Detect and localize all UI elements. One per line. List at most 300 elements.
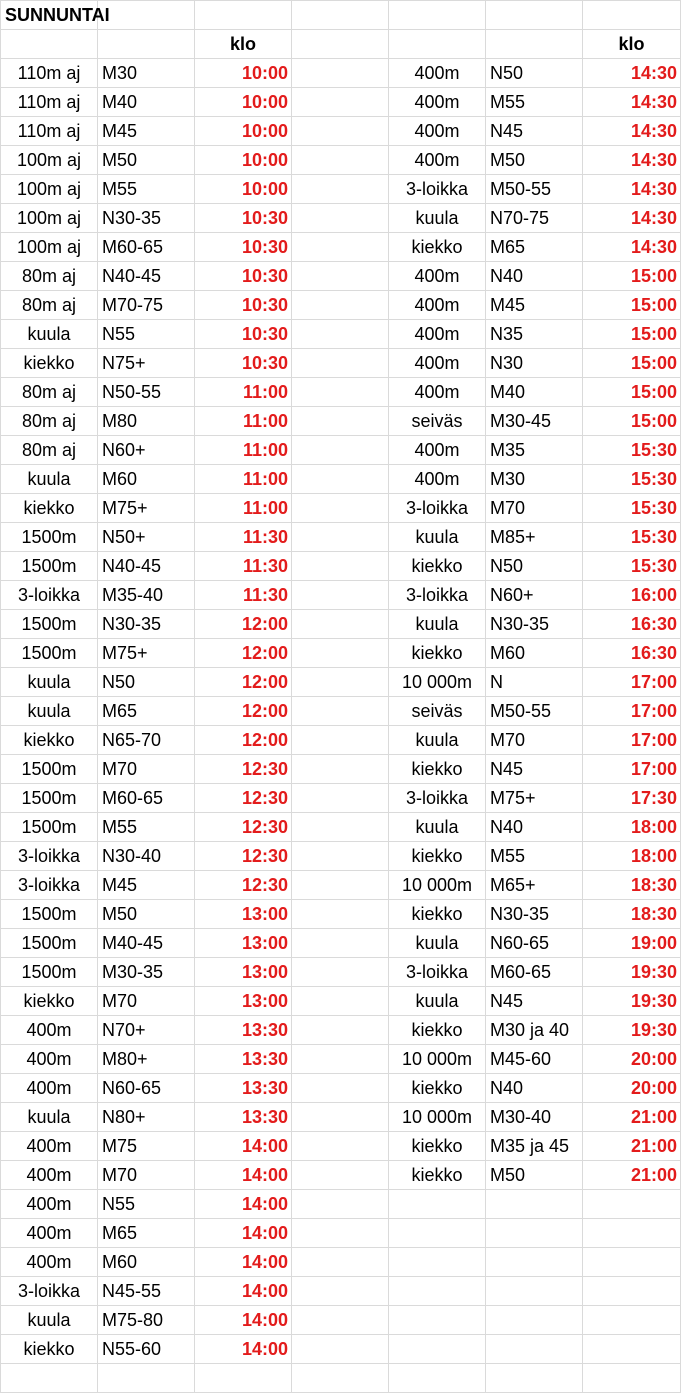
cell[interactable] [292, 842, 389, 871]
left-class-cell[interactable]: M65 [98, 697, 195, 726]
left-class-cell[interactable]: N40-45 [98, 552, 195, 581]
left-time-cell[interactable]: 12:00 [195, 610, 292, 639]
cell[interactable] [292, 59, 389, 88]
left-event-cell[interactable]: 100m aj [1, 204, 98, 233]
right-class-cell[interactable]: M30 [486, 465, 583, 494]
left-event-cell[interactable]: 3-loikka [1, 871, 98, 900]
left-time-cell[interactable]: 13:00 [195, 987, 292, 1016]
right-event-cell[interactable] [389, 1364, 486, 1393]
left-class-cell[interactable]: N45-55 [98, 1277, 195, 1306]
right-event-cell[interactable]: kiekko [389, 1161, 486, 1190]
left-time-cell[interactable]: 14:00 [195, 1335, 292, 1364]
left-time-cell[interactable]: 14:00 [195, 1190, 292, 1219]
cell[interactable] [292, 1248, 389, 1277]
right-class-cell[interactable]: N30-35 [486, 610, 583, 639]
left-class-cell[interactable]: M50 [98, 146, 195, 175]
cell[interactable] [292, 726, 389, 755]
right-event-cell[interactable] [389, 1248, 486, 1277]
left-event-cell[interactable]: 100m aj [1, 175, 98, 204]
left-time-cell[interactable]: 11:00 [195, 378, 292, 407]
right-event-cell[interactable]: 400m [389, 88, 486, 117]
cell[interactable] [292, 755, 389, 784]
cell[interactable] [292, 1219, 389, 1248]
right-time-cell[interactable]: 14:30 [583, 233, 681, 262]
cell[interactable] [292, 407, 389, 436]
cell[interactable] [292, 204, 389, 233]
left-class-cell[interactable]: M75+ [98, 639, 195, 668]
left-class-cell[interactable]: N50-55 [98, 378, 195, 407]
left-class-cell[interactable]: M75 [98, 1132, 195, 1161]
right-time-cell[interactable]: 14:30 [583, 204, 681, 233]
left-class-cell[interactable]: M75-80 [98, 1306, 195, 1335]
cell[interactable] [292, 262, 389, 291]
right-event-cell[interactable] [389, 1219, 486, 1248]
left-event-cell[interactable]: kiekko [1, 349, 98, 378]
left-time-cell[interactable]: 12:30 [195, 755, 292, 784]
left-time-header[interactable]: klo [195, 30, 292, 59]
right-time-cell[interactable]: 19:30 [583, 958, 681, 987]
right-time-cell[interactable]: 14:30 [583, 117, 681, 146]
right-event-cell[interactable]: kuula [389, 523, 486, 552]
right-time-cell[interactable] [583, 1277, 681, 1306]
right-time-cell[interactable]: 17:00 [583, 668, 681, 697]
left-time-cell[interactable]: 10:00 [195, 88, 292, 117]
right-event-cell[interactable] [389, 1190, 486, 1219]
left-event-cell[interactable]: 1500m [1, 929, 98, 958]
left-class-cell[interactable]: M60-65 [98, 784, 195, 813]
left-event-cell[interactable]: 100m aj [1, 233, 98, 262]
left-event-cell[interactable]: kuula [1, 1103, 98, 1132]
right-time-cell[interactable]: 17:30 [583, 784, 681, 813]
left-time-cell[interactable]: 12:00 [195, 639, 292, 668]
right-time-cell[interactable]: 19:30 [583, 987, 681, 1016]
right-class-cell[interactable]: M35 [486, 436, 583, 465]
left-class-cell[interactable]: M30 [98, 59, 195, 88]
sheet-title[interactable]: SUNNUNTAI [1, 1, 98, 30]
right-event-cell[interactable]: 400m [389, 59, 486, 88]
left-class-cell[interactable]: M40 [98, 88, 195, 117]
left-time-cell[interactable]: 13:30 [195, 1074, 292, 1103]
left-class-cell[interactable]: M40-45 [98, 929, 195, 958]
cell[interactable] [292, 320, 389, 349]
left-time-cell[interactable]: 11:30 [195, 523, 292, 552]
right-class-cell[interactable]: M40 [486, 378, 583, 407]
cell[interactable] [292, 1132, 389, 1161]
right-class-cell[interactable] [486, 1364, 583, 1393]
left-event-cell[interactable]: 80m aj [1, 262, 98, 291]
cell[interactable] [292, 697, 389, 726]
cell[interactable] [486, 1, 583, 30]
right-class-cell[interactable]: N [486, 668, 583, 697]
left-time-cell[interactable]: 13:30 [195, 1016, 292, 1045]
right-time-header[interactable]: klo [583, 30, 681, 59]
cell[interactable] [292, 1364, 389, 1393]
cell[interactable] [292, 30, 389, 59]
right-time-cell[interactable]: 15:00 [583, 262, 681, 291]
left-time-cell[interactable]: 10:30 [195, 320, 292, 349]
left-time-cell[interactable]: 12:00 [195, 697, 292, 726]
left-time-cell[interactable]: 10:30 [195, 233, 292, 262]
left-event-cell[interactable]: 110m aj [1, 88, 98, 117]
right-time-cell[interactable] [583, 1306, 681, 1335]
right-class-cell[interactable]: M50 [486, 1161, 583, 1190]
left-event-cell[interactable]: 1500m [1, 610, 98, 639]
right-event-cell[interactable]: kiekko [389, 233, 486, 262]
left-class-cell[interactable]: M70 [98, 755, 195, 784]
left-class-cell[interactable]: N30-35 [98, 204, 195, 233]
right-event-cell[interactable]: 400m [389, 378, 486, 407]
right-time-cell[interactable]: 18:00 [583, 813, 681, 842]
left-class-cell[interactable]: M55 [98, 813, 195, 842]
right-time-cell[interactable]: 15:00 [583, 407, 681, 436]
right-event-cell[interactable]: kiekko [389, 842, 486, 871]
cell[interactable] [1, 30, 98, 59]
right-class-cell[interactable]: N40 [486, 1074, 583, 1103]
cell[interactable] [486, 30, 583, 59]
left-event-cell[interactable]: 110m aj [1, 117, 98, 146]
right-event-cell[interactable] [389, 1306, 486, 1335]
right-event-cell[interactable]: 10 000m [389, 871, 486, 900]
left-class-cell[interactable] [98, 1364, 195, 1393]
cell[interactable] [292, 1335, 389, 1364]
cell[interactable] [292, 581, 389, 610]
right-class-cell[interactable] [486, 1248, 583, 1277]
left-event-cell[interactable]: 400m [1, 1016, 98, 1045]
right-time-cell[interactable]: 19:00 [583, 929, 681, 958]
left-time-cell[interactable]: 14:00 [195, 1248, 292, 1277]
right-event-cell[interactable]: 400m [389, 117, 486, 146]
left-time-cell[interactable]: 14:00 [195, 1306, 292, 1335]
left-class-cell[interactable]: M80+ [98, 1045, 195, 1074]
right-class-cell[interactable]: N45 [486, 987, 583, 1016]
right-time-cell[interactable] [583, 1219, 681, 1248]
right-class-cell[interactable]: N60-65 [486, 929, 583, 958]
cell[interactable] [98, 1, 195, 30]
right-class-cell[interactable]: M45 [486, 291, 583, 320]
right-time-cell[interactable]: 21:00 [583, 1103, 681, 1132]
right-time-cell[interactable]: 20:00 [583, 1074, 681, 1103]
cell[interactable] [292, 1, 389, 30]
right-class-cell[interactable]: M30-40 [486, 1103, 583, 1132]
cell[interactable] [292, 552, 389, 581]
left-class-cell[interactable]: M50 [98, 900, 195, 929]
left-event-cell[interactable]: 1500m [1, 755, 98, 784]
right-class-cell[interactable]: M55 [486, 842, 583, 871]
left-event-cell[interactable]: kuula [1, 1306, 98, 1335]
left-class-cell[interactable]: N50 [98, 668, 195, 697]
left-class-cell[interactable]: N60-65 [98, 1074, 195, 1103]
right-event-cell[interactable]: kuula [389, 726, 486, 755]
left-time-cell[interactable]: 12:00 [195, 726, 292, 755]
left-time-cell[interactable]: 10:30 [195, 349, 292, 378]
cell[interactable] [292, 436, 389, 465]
right-class-cell[interactable]: N35 [486, 320, 583, 349]
right-class-cell[interactable]: M45-60 [486, 1045, 583, 1074]
right-class-cell[interactable]: M55 [486, 88, 583, 117]
cell[interactable] [292, 958, 389, 987]
right-time-cell[interactable]: 14:30 [583, 175, 681, 204]
right-time-cell[interactable] [583, 1364, 681, 1393]
left-event-cell[interactable]: 400m [1, 1045, 98, 1074]
right-time-cell[interactable]: 14:30 [583, 146, 681, 175]
left-time-cell[interactable]: 13:30 [195, 1045, 292, 1074]
left-event-cell[interactable]: kiekko [1, 987, 98, 1016]
cell[interactable] [292, 639, 389, 668]
right-class-cell[interactable]: M70 [486, 726, 583, 755]
left-class-cell[interactable]: M45 [98, 871, 195, 900]
left-time-cell[interactable] [195, 1364, 292, 1393]
left-event-cell[interactable]: 100m aj [1, 146, 98, 175]
left-event-cell[interactable]: 400m [1, 1132, 98, 1161]
right-time-cell[interactable]: 18:00 [583, 842, 681, 871]
left-class-cell[interactable]: N30-40 [98, 842, 195, 871]
right-time-cell[interactable]: 14:30 [583, 88, 681, 117]
right-time-cell[interactable]: 15:00 [583, 378, 681, 407]
left-time-cell[interactable]: 11:00 [195, 436, 292, 465]
left-class-cell[interactable]: M35-40 [98, 581, 195, 610]
right-time-cell[interactable] [583, 1248, 681, 1277]
left-event-cell[interactable]: 400m [1, 1074, 98, 1103]
left-class-cell[interactable]: N55 [98, 320, 195, 349]
right-class-cell[interactable] [486, 1277, 583, 1306]
cell[interactable] [292, 1103, 389, 1132]
cell[interactable] [292, 494, 389, 523]
left-time-cell[interactable]: 10:30 [195, 204, 292, 233]
right-class-cell[interactable]: N30-35 [486, 900, 583, 929]
right-time-cell[interactable]: 15:30 [583, 494, 681, 523]
right-event-cell[interactable]: kiekko [389, 1016, 486, 1045]
left-time-cell[interactable]: 10:00 [195, 175, 292, 204]
right-time-cell[interactable]: 15:00 [583, 291, 681, 320]
right-class-cell[interactable]: N40 [486, 262, 583, 291]
right-time-cell[interactable]: 15:30 [583, 436, 681, 465]
left-class-cell[interactable]: N75+ [98, 349, 195, 378]
left-time-cell[interactable]: 13:30 [195, 1103, 292, 1132]
right-event-cell[interactable]: 3-loikka [389, 958, 486, 987]
left-class-cell[interactable]: M70-75 [98, 291, 195, 320]
left-event-cell[interactable]: 80m aj [1, 378, 98, 407]
right-time-cell[interactable]: 17:00 [583, 726, 681, 755]
left-class-cell[interactable]: N55 [98, 1190, 195, 1219]
right-class-cell[interactable]: M65 [486, 233, 583, 262]
left-time-cell[interactable]: 14:00 [195, 1219, 292, 1248]
right-time-cell[interactable]: 18:30 [583, 871, 681, 900]
left-event-cell[interactable]: 400m [1, 1248, 98, 1277]
left-time-cell[interactable]: 14:00 [195, 1277, 292, 1306]
left-event-cell[interactable]: 400m [1, 1219, 98, 1248]
right-event-cell[interactable]: kuula [389, 987, 486, 1016]
left-class-cell[interactable]: M70 [98, 1161, 195, 1190]
cell[interactable] [292, 349, 389, 378]
left-class-cell[interactable]: M55 [98, 175, 195, 204]
right-event-cell[interactable]: kiekko [389, 552, 486, 581]
left-time-cell[interactable]: 13:00 [195, 900, 292, 929]
right-event-cell[interactable]: 10 000m [389, 1103, 486, 1132]
right-time-cell[interactable]: 15:00 [583, 349, 681, 378]
left-class-cell[interactable]: M80 [98, 407, 195, 436]
left-event-cell[interactable]: 1500m [1, 552, 98, 581]
right-class-cell[interactable]: M85+ [486, 523, 583, 552]
right-class-cell[interactable]: M65+ [486, 871, 583, 900]
right-class-cell[interactable] [486, 1190, 583, 1219]
cell[interactable] [292, 1277, 389, 1306]
left-class-cell[interactable]: N30-35 [98, 610, 195, 639]
right-class-cell[interactable]: N50 [486, 552, 583, 581]
right-class-cell[interactable]: M70 [486, 494, 583, 523]
left-class-cell[interactable]: M60 [98, 1248, 195, 1277]
left-time-cell[interactable]: 10:00 [195, 59, 292, 88]
cell[interactable] [292, 88, 389, 117]
right-event-cell[interactable]: 400m [389, 291, 486, 320]
left-event-cell[interactable]: 80m aj [1, 291, 98, 320]
cell[interactable] [292, 813, 389, 842]
cell[interactable] [583, 1, 681, 30]
left-time-cell[interactable]: 10:00 [195, 146, 292, 175]
left-event-cell[interactable]: 1500m [1, 900, 98, 929]
cell[interactable] [292, 233, 389, 262]
cell[interactable] [292, 1161, 389, 1190]
left-event-cell[interactable]: 3-loikka [1, 1277, 98, 1306]
left-event-cell[interactable]: kiekko [1, 494, 98, 523]
right-class-cell[interactable]: N60+ [486, 581, 583, 610]
left-event-cell[interactable]: 1500m [1, 784, 98, 813]
right-event-cell[interactable]: kuula [389, 204, 486, 233]
right-time-cell[interactable] [583, 1335, 681, 1364]
left-class-cell[interactable]: N65-70 [98, 726, 195, 755]
left-time-cell[interactable]: 12:00 [195, 668, 292, 697]
left-event-cell[interactable]: kuula [1, 465, 98, 494]
left-time-cell[interactable]: 10:00 [195, 117, 292, 146]
left-class-cell[interactable]: M75+ [98, 494, 195, 523]
right-event-cell[interactable]: 3-loikka [389, 784, 486, 813]
left-event-cell[interactable]: 1500m [1, 523, 98, 552]
right-event-cell[interactable]: kuula [389, 929, 486, 958]
cell[interactable] [292, 1190, 389, 1219]
right-event-cell[interactable]: 400m [389, 349, 486, 378]
cell[interactable] [292, 929, 389, 958]
right-event-cell[interactable]: 400m [389, 262, 486, 291]
cell[interactable] [292, 378, 389, 407]
cell[interactable] [292, 175, 389, 204]
right-time-cell[interactable]: 15:30 [583, 523, 681, 552]
cell[interactable] [389, 1, 486, 30]
right-event-cell[interactable]: 400m [389, 146, 486, 175]
cell[interactable] [292, 1074, 389, 1103]
left-time-cell[interactable]: 14:00 [195, 1132, 292, 1161]
left-class-cell[interactable]: N50+ [98, 523, 195, 552]
right-time-cell[interactable]: 19:30 [583, 1016, 681, 1045]
right-class-cell[interactable]: N40 [486, 813, 583, 842]
right-time-cell[interactable]: 20:00 [583, 1045, 681, 1074]
right-class-cell[interactable]: M50 [486, 146, 583, 175]
right-event-cell[interactable]: kiekko [389, 900, 486, 929]
right-class-cell[interactable]: M30-45 [486, 407, 583, 436]
left-event-cell[interactable]: kuula [1, 697, 98, 726]
left-time-cell[interactable]: 11:00 [195, 407, 292, 436]
right-class-cell[interactable] [486, 1219, 583, 1248]
right-event-cell[interactable]: kuula [389, 610, 486, 639]
cell[interactable] [292, 668, 389, 697]
right-class-cell[interactable]: M75+ [486, 784, 583, 813]
right-event-cell[interactable]: 3-loikka [389, 581, 486, 610]
left-time-cell[interactable]: 13:00 [195, 958, 292, 987]
right-time-cell[interactable]: 17:00 [583, 697, 681, 726]
cell[interactable] [195, 1, 292, 30]
right-event-cell[interactable]: 400m [389, 436, 486, 465]
right-time-cell[interactable]: 21:00 [583, 1132, 681, 1161]
cell[interactable] [292, 291, 389, 320]
right-time-cell[interactable]: 15:30 [583, 552, 681, 581]
cell[interactable] [292, 610, 389, 639]
cell[interactable] [292, 987, 389, 1016]
cell[interactable] [292, 146, 389, 175]
right-time-cell[interactable]: 15:00 [583, 320, 681, 349]
right-class-cell[interactable]: N50 [486, 59, 583, 88]
left-time-cell[interactable]: 13:00 [195, 929, 292, 958]
left-class-cell[interactable]: N80+ [98, 1103, 195, 1132]
right-event-cell[interactable]: seiväs [389, 697, 486, 726]
left-event-cell[interactable]: 400m [1, 1190, 98, 1219]
right-time-cell[interactable] [583, 1190, 681, 1219]
cell[interactable] [389, 30, 486, 59]
right-event-cell[interactable]: 10 000m [389, 668, 486, 697]
left-class-cell[interactable]: M70 [98, 987, 195, 1016]
cell[interactable] [292, 900, 389, 929]
right-time-cell[interactable]: 17:00 [583, 755, 681, 784]
left-event-cell[interactable]: 110m aj [1, 59, 98, 88]
left-event-cell[interactable]: kuula [1, 668, 98, 697]
right-time-cell[interactable]: 18:30 [583, 900, 681, 929]
right-event-cell[interactable]: 3-loikka [389, 175, 486, 204]
left-time-cell[interactable]: 12:30 [195, 842, 292, 871]
left-time-cell[interactable]: 10:30 [195, 262, 292, 291]
right-event-cell[interactable]: kiekko [389, 639, 486, 668]
right-event-cell[interactable] [389, 1335, 486, 1364]
cell[interactable] [292, 1306, 389, 1335]
right-time-cell[interactable]: 14:30 [583, 59, 681, 88]
right-time-cell[interactable]: 16:00 [583, 581, 681, 610]
right-event-cell[interactable] [389, 1277, 486, 1306]
right-event-cell[interactable]: seiväs [389, 407, 486, 436]
left-class-cell[interactable]: N70+ [98, 1016, 195, 1045]
cell[interactable] [98, 30, 195, 59]
right-class-cell[interactable]: M60-65 [486, 958, 583, 987]
cell[interactable] [292, 523, 389, 552]
right-class-cell[interactable]: N45 [486, 117, 583, 146]
right-event-cell[interactable]: 10 000m [389, 1045, 486, 1074]
left-time-cell[interactable]: 12:30 [195, 784, 292, 813]
cell[interactable] [292, 871, 389, 900]
right-class-cell[interactable] [486, 1335, 583, 1364]
cell[interactable] [292, 117, 389, 146]
left-event-cell[interactable]: 1500m [1, 958, 98, 987]
left-class-cell[interactable]: M45 [98, 117, 195, 146]
left-event-cell[interactable]: 1500m [1, 813, 98, 842]
right-class-cell[interactable]: M30 ja 40 [486, 1016, 583, 1045]
right-event-cell[interactable]: 400m [389, 320, 486, 349]
left-event-cell[interactable]: 1500m [1, 639, 98, 668]
left-time-cell[interactable]: 10:30 [195, 291, 292, 320]
left-event-cell[interactable]: kiekko [1, 726, 98, 755]
left-event-cell[interactable]: 3-loikka [1, 842, 98, 871]
left-class-cell[interactable]: M60-65 [98, 233, 195, 262]
left-class-cell[interactable]: N60+ [98, 436, 195, 465]
left-time-cell[interactable]: 11:00 [195, 465, 292, 494]
left-time-cell[interactable]: 11:30 [195, 581, 292, 610]
cell[interactable] [292, 784, 389, 813]
right-class-cell[interactable]: M50-55 [486, 697, 583, 726]
left-event-cell[interactable] [1, 1364, 98, 1393]
